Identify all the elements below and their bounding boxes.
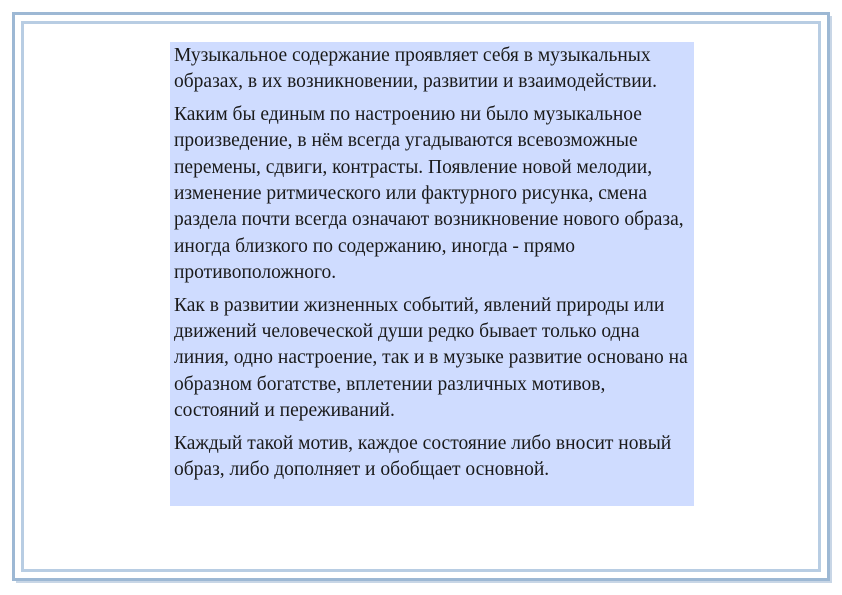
paragraph-2: Каким бы единым по настроению ни было музыкальное произведение, в нём всегда угадываются всевозможные перемены, сдвиги, контрасты. Появление новой мелодии, изменение ритмического или фактурного рисунка, смена раздела почти всегда означают возникновение нового образа, иногда близкого по содержанию, иногда - прямо противоположного. — [174, 103, 684, 284]
paragraph-1: Музыкальное содержание проявляет себя в музыкальных образах, в их возникновении, развитии и взаимодействии. — [174, 45, 657, 93]
paragraph-4: Каждый такой мотив, каждое состояние либо вносит новый образ, либо дополняет и обобщает основной. — [174, 432, 672, 481]
paragraph-3: Как в развитии жизненных событий, явлений природы или движений человеческой души редко бывает только одна линия, одно настроение, так и в музыке развитие основано на образном богатстве, вплетении различных мотивов, состояний и переживаний. — [174, 294, 688, 422]
text-box — [170, 42, 694, 506]
